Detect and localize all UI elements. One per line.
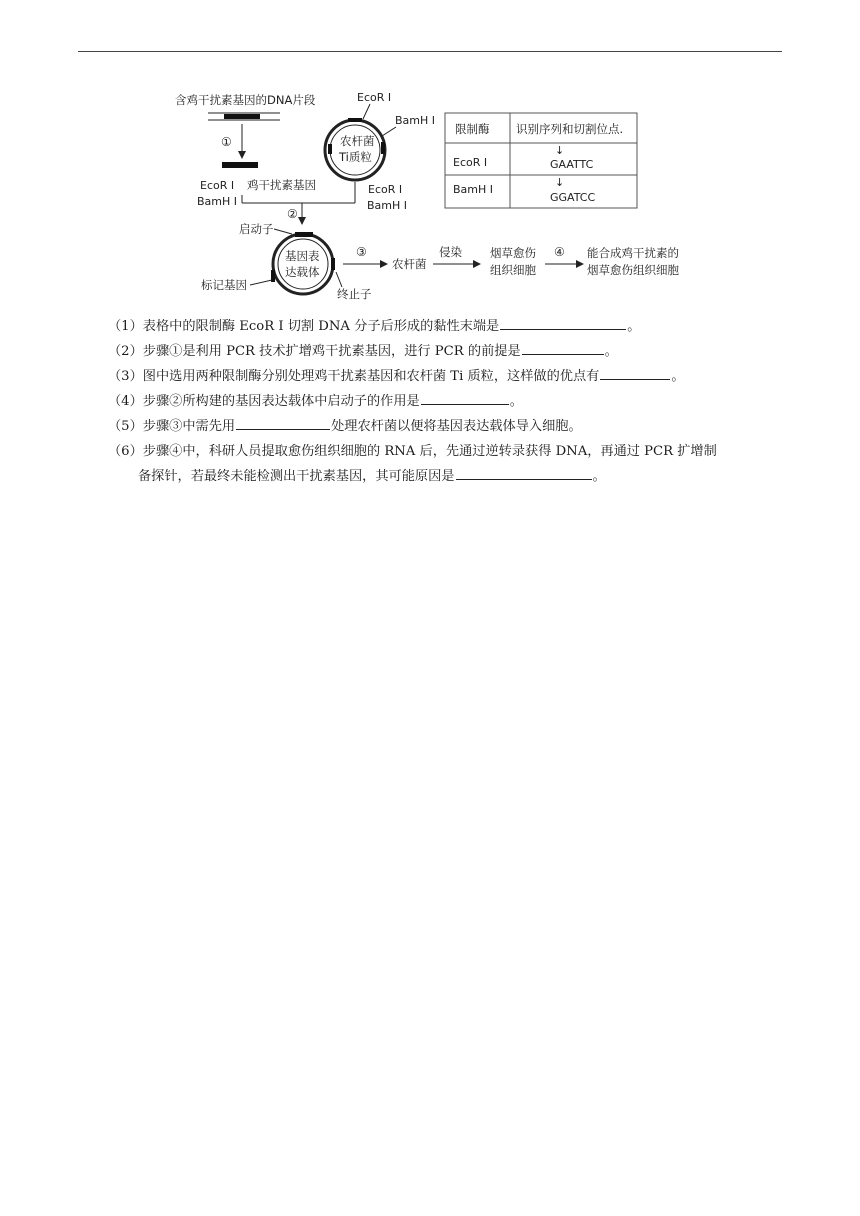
vector-label-line1: 基因表: [285, 249, 320, 263]
question-end: 。: [627, 319, 641, 334]
step4-marker: ④: [554, 245, 565, 259]
question-4: [108, 389, 788, 414]
answer-blank[interactable]: [421, 389, 509, 405]
step1-marker: ①: [221, 135, 232, 149]
plasmid-marker-3: [328, 144, 332, 154]
plasmid-label-line1: 农杆菌: [340, 134, 375, 148]
vector-inner: [278, 239, 328, 289]
question-number: （5）: [108, 419, 143, 434]
question-6-continued: [108, 464, 788, 489]
header-rule: [78, 51, 782, 52]
terminator-pointer: [336, 272, 342, 287]
question-end: 。: [592, 469, 606, 484]
vector-terminator-block: [331, 258, 335, 270]
result-label-line2: 烟草愈伤组织细胞: [587, 263, 679, 277]
question-6: [108, 439, 788, 464]
question-text: 图中选用两种限制酶分别处理鸡干扰素基因和农杆菌 Ti 质粒，这样做的优点有: [142, 369, 600, 384]
question-text-line2: 备探针，若最终未能检测出干扰素基因，其可能原因是: [138, 469, 455, 484]
answer-blank[interactable]: [600, 364, 670, 380]
enzyme-table: [445, 113, 637, 208]
question-number: （4）: [108, 394, 143, 409]
left-ecor-label: EcoR I: [200, 179, 235, 192]
table-row-sequence: GAATTC: [550, 158, 594, 171]
right-ecor-label: EcoR I: [368, 183, 403, 196]
plasmid-label-line2: Ti质粒: [339, 150, 372, 164]
question-end: 。: [509, 394, 523, 409]
question-text: 步骤③中需先用: [142, 419, 236, 434]
promoter-label: 启动子: [239, 222, 274, 236]
callus-label-line1: 烟草愈伤: [490, 246, 536, 260]
answer-blank[interactable]: [500, 314, 626, 330]
gene-label: 鸡干扰素基因: [247, 178, 316, 192]
question-text-line1: 步骤④中，科研人员提取愈伤组织细胞的 RNA 后，先通过逆转录获得 DNA，再通过 PCR 扩增制: [142, 444, 717, 459]
left-bamh-label: BamH I: [197, 195, 238, 208]
table-row-enzyme: EcoR I: [453, 156, 488, 169]
table-row-enzyme: BamH I: [453, 183, 494, 196]
question-3: [108, 364, 788, 389]
question-text-tail: 处理农杆菌以便将基因表达载体导入细胞。: [331, 419, 582, 434]
dna-fragment-label: 含鸡干扰素基因的DNA片段: [175, 93, 316, 107]
question-number: （3）: [108, 369, 143, 384]
terminator-label: 终止子: [337, 287, 372, 301]
promoter-pointer: [274, 229, 292, 234]
marker-gene-label: 标记基因: [201, 278, 247, 292]
infect-label: 侵染: [439, 245, 462, 259]
vector-label-line2: 达载体: [285, 265, 320, 279]
question-number: （6）: [108, 444, 143, 459]
plasmid-ecor-pointer: [363, 104, 370, 119]
vector-promoter-block: [295, 232, 313, 237]
plasmid-bamh-pointer: [382, 127, 396, 136]
marker-pointer: [250, 280, 272, 285]
question-end: 。: [604, 344, 618, 359]
vector-circle: [273, 234, 333, 294]
question-2: [108, 339, 788, 364]
step3-marker: ③: [356, 245, 367, 259]
gene-block: [222, 162, 258, 168]
answer-blank[interactable]: [236, 414, 330, 430]
agrobacterium-label: 农杆菌: [392, 257, 427, 271]
right-bamh-label: BamH I: [367, 199, 408, 212]
question-end: 。: [671, 369, 685, 384]
plasmid-marker-2: [381, 142, 385, 154]
step2-marker: ②: [287, 207, 298, 221]
figure-diagram: [150, 82, 690, 312]
answer-blank[interactable]: [522, 339, 604, 355]
table-header-enzyme: 限制酶: [455, 122, 490, 136]
answer-blank[interactable]: [456, 464, 592, 480]
question-list: [108, 314, 788, 489]
table-row-cut-arrow: ↓: [555, 144, 565, 157]
dna-insert-block: [224, 114, 260, 119]
question-text: 步骤①是利用 PCR 技术扩增鸡干扰素基因，进行 PCR 的前提是: [142, 344, 521, 359]
question-number: （2）: [108, 344, 143, 359]
question-1: [108, 314, 788, 339]
question-text: 步骤②所构建的基因表达载体中启动子的作用是: [142, 394, 420, 409]
result-label-line1: 能合成鸡干扰素的: [587, 246, 679, 260]
question-5: [108, 414, 788, 439]
table-row-cut-arrow: ↓: [555, 176, 565, 189]
gene-engineering-figure: [150, 82, 690, 312]
table-row-sequence: GGATCC: [550, 191, 596, 204]
plasmid-ecor-label: EcoR I: [357, 91, 392, 104]
question-number: （1）: [108, 319, 143, 334]
plasmid-marker-1: [348, 118, 362, 122]
callus-label-line2: 组织细胞: [490, 263, 536, 277]
table-header-site: 识别序列和切割位点.: [516, 122, 624, 136]
question-text: 表格中的限制酶 EcoR I 切割 DNA 分子后形成的黏性末端是: [142, 319, 500, 334]
plasmid-bamh-label: BamH I: [395, 114, 436, 127]
